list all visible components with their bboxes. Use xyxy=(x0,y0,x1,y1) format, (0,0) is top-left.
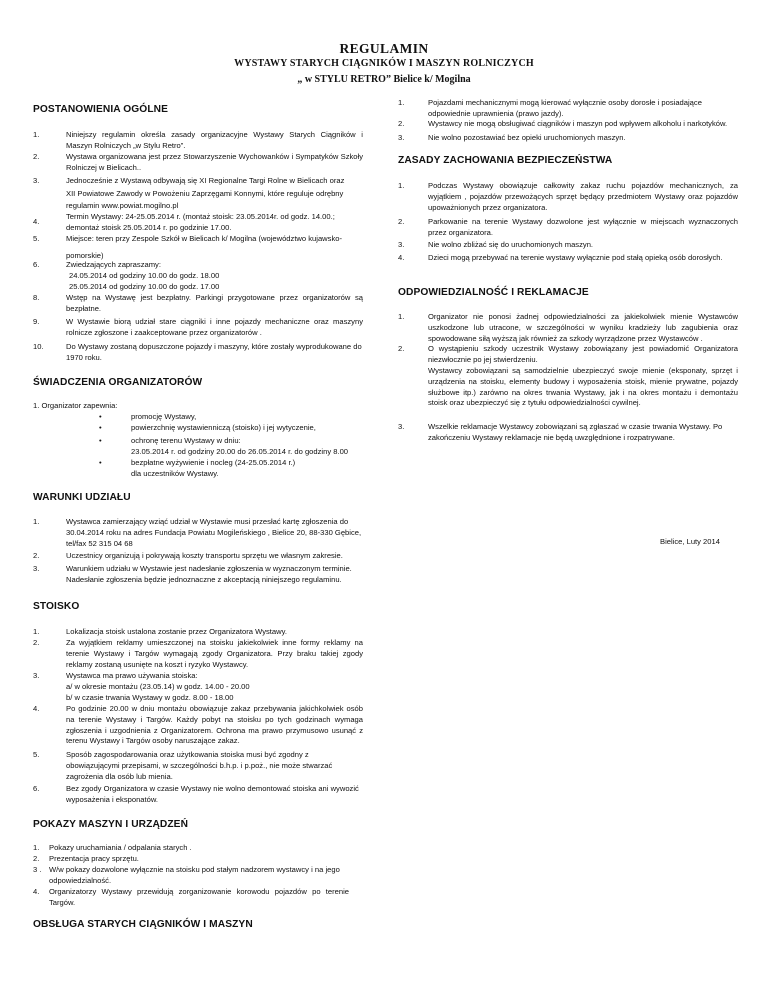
list-item xyxy=(33,784,363,806)
item-text: Prezentacja pracy sprzętu. xyxy=(49,854,139,863)
item-text: Wystawca ma prawo używania stoiska: xyxy=(66,671,198,680)
list-item xyxy=(33,176,363,188)
item-number: 1. xyxy=(398,181,405,190)
list-item xyxy=(33,750,363,783)
benefit-item: ochronę terenu Wystawy w dniu: xyxy=(131,436,241,445)
list-item xyxy=(33,551,363,563)
section-heading-obsluga: OBSŁUGA STARYCH CIĄGNIKÓW I MASZYN xyxy=(33,919,253,930)
item-number: 3. xyxy=(33,564,40,573)
list-item xyxy=(33,317,363,339)
section-heading-warunki: WARUNKI UDZIAŁU xyxy=(33,492,131,503)
item-text: Niniejszy regulamin określa zasady organizacyjne Wystawy Starych Ciągników i Maszyn Rolniczych „w Stylu Retro”. xyxy=(66,130,363,150)
item-text: Za wyjątkiem reklamy umieszczonej na stoisku jakiekolwiek inne formy reklamy na terenie Wystawy i Targów wymagają zgody Organizatora. Przy braku takiej zgody reklamy zostaną usunięte na koszt i ryzyko Wystawcy. xyxy=(66,638,363,669)
item-number: 4. xyxy=(398,253,405,262)
bullet: • xyxy=(99,436,102,445)
item-number: 1. xyxy=(33,843,40,852)
item-number: 5. xyxy=(33,234,40,243)
list-item xyxy=(398,217,738,239)
item-number: 2. xyxy=(33,854,40,863)
item-number: 9. xyxy=(33,317,40,326)
item-text: Wstęp na Wystawę jest bezpłatny. Parkingi przygotowane przez organizatorów są bezpłatne. xyxy=(66,293,363,313)
item-text: O wystąpieniu szkody uczestnik Wystawy zobowiązany jest powiadomić Organizatora niezwłocznie po jej stwierdzeniu. xyxy=(428,344,738,364)
list-item xyxy=(398,422,738,455)
item-number: 10. xyxy=(33,342,44,351)
section-heading-swiadczenia: ŚWIADCZENIA ORGANIZATORÓW xyxy=(33,377,203,388)
item-text: W/w pokazy dozwolone wyłącznie na stoisku pod stałym nadzorem wystawcy i na jego odpowiedzialność. xyxy=(49,865,340,885)
list-item xyxy=(33,152,363,174)
list-item xyxy=(398,181,738,214)
item-text: Pokazy uruchamiania / odpalania starych . xyxy=(49,843,192,852)
item-number: 2. xyxy=(398,217,405,226)
item-number: 1. xyxy=(33,517,40,526)
item-text: Nie wolno zbliżać się do uruchomionych maszyn. xyxy=(428,240,594,249)
item-text: Jednocześnie z Wystawą odbywają się XI Regionalne Targi Rolne w Bielicach oraz xyxy=(66,176,345,185)
item-text: Wystawcy zobowiązani są samodzielnie ubezpieczyć swoje mienie (eksponaty, sprzęt i urządzenia na stoisku, elementy budowy i wyposażenia stoisk, mienie prywatne, pojazdy służbowe itp.) zarówno na okres trwania Wystawy, jak i na okres montażu i demontażu stoisk oraz ubezpieczyć się z tytułu odpowiedzialności cywilnej. xyxy=(428,366,738,408)
swiadczenia-intro: 1. Organizator zapewnia: xyxy=(33,401,118,410)
list-item xyxy=(398,312,738,345)
benefit-item: dla uczestników Wystawy. xyxy=(131,469,219,478)
item-text: Nie wolno pozostawiać bez opieki uruchomionych maszyn. xyxy=(428,133,626,142)
place-and-date: Bielice, Luty 2014 xyxy=(660,537,720,546)
item-number: 3. xyxy=(398,422,405,431)
stand-usage-period: a/ w okresie montażu (23.05.14) w godz. 14.00 - 20.00 xyxy=(66,682,250,691)
item-text: Organizatorzy Wystawy przewidują zorganizowanie korowodu pojazdów po terenie Targów. xyxy=(49,887,349,907)
list-item xyxy=(398,253,738,275)
item-number: 4. xyxy=(33,887,40,896)
section-heading-postanowienia: POSTANOWIENIA OGÓLNE xyxy=(33,104,169,115)
list-item xyxy=(398,119,738,131)
list-item xyxy=(33,342,363,364)
item-number: 4. xyxy=(33,217,40,226)
list-item xyxy=(398,240,738,252)
item-number: 8. xyxy=(33,293,40,302)
item-text: Wystawca zamierzający wziąć udział w Wystawie musi przesłać kartę zgłoszenia do 30.04.2014 roku na adres Fundacja Powiatu Mogileńskiego , Bielice 20, 88-330 Gębice, tel/fax 52 315 04 68 xyxy=(66,517,362,548)
list-item xyxy=(398,98,738,120)
list-item xyxy=(33,293,363,315)
section-heading-bezpieczenstwo: ZASADY ZACHOWANIA BEZPIECZEŃSTWA xyxy=(398,155,613,166)
item-number: 2. xyxy=(398,119,405,128)
item-text: Po godzinie 20.00 w dniu montażu obowiązuje zakaz przebywania jakichkolwiek osób na terenie Wystawy i Targów. Każdy pobyt na stoisku po tych godzinach wymaga zgłoszenia i uzgodnienia z Organizatorem. Ochrona ma prawo przymusowo usunąć z terenu Wystawy i Targów osoby naruszające zakaz. xyxy=(66,704,363,746)
item-text: W Wystawie biorą udział stare ciągniki i inne pojazdy mechaniczne oraz maszyny rolnicze zgłoszone i zaakceptowane przez organizatorów . xyxy=(66,317,363,337)
event-name: „ w STYLU RETRO” Bielice k/ Mogilna xyxy=(297,74,471,85)
document-subtitle: WYSTAWY STARYCH CIĄGNIKÓW I MASZYN ROLNICZYCH xyxy=(234,58,534,69)
benefit-item: powierzchnię wystawienniczą (stoisko) i jej wytyczenie, xyxy=(131,423,316,432)
list-item xyxy=(33,517,363,551)
item-text: Wszelkie reklamacje Wystawcy zobowiązani są zgłaszać w czasie trwania Wystawy. Po zakończeniu Wystawy reklamacje nie będą uwzględnione i rozpatrywane. xyxy=(428,422,723,442)
item-text: Zwiedzających zapraszamy: xyxy=(66,260,161,269)
list-item xyxy=(398,344,738,366)
item-number: 6. xyxy=(33,784,40,793)
list-item xyxy=(33,865,363,887)
list-item xyxy=(33,887,363,909)
item-number: 2. xyxy=(398,344,405,353)
benefit-item: promocję Wystawy, xyxy=(131,412,197,421)
item-number: 1. xyxy=(33,627,40,636)
bullet: • xyxy=(99,423,102,432)
visiting-hours: 24.05.2014 od godziny 10.00 do godz. 18.00 xyxy=(69,271,220,280)
item-number: 1. xyxy=(398,98,405,107)
item-text: Lokalizacja stoisk ustalona zostanie przez Organizatora Wystawy. xyxy=(66,627,287,636)
item-text: Bez zgody Organizatora w czasie Wystawy nie wolno demontować stoiska ani wywozić wyposażenia i eksponatów. xyxy=(66,784,359,804)
list-item xyxy=(398,133,738,145)
item-text: Organizator nie ponosi żadnej odpowiedzialności za jakiekolwiek mienie Wystawców uszkodzone lub utracone, w szczególności w wyniku kradzieży lub zagubienia oraz spowodowane siłą wyższą jak również za szkody wyrządzone przez Wystawców . xyxy=(428,312,738,343)
item-number: 3. xyxy=(398,240,405,249)
item-text: Pojazdami mechanicznymi mogą kierować wyłącznie osoby dorosłe i posiadające odpowiednie uprawnienia (prawo jazdy). xyxy=(428,98,702,118)
item-text: Uczestnicy organizują i pokrywają koszty transportu sprzętu we własnym zakresie. xyxy=(66,551,343,560)
item-text: Dzieci mogą przebywać na terenie wystawy wyłącznie pod stałą opieką osób dorosłych. xyxy=(428,253,723,262)
list-item xyxy=(33,130,363,152)
item-text: Wystawa organizowana jest przez Stowarzyszenie Wychowanków i Sympatyków Szkoły Rolniczej w Bielicach.. xyxy=(66,152,363,172)
item-text: Wystawcy nie mogą obsługiwać ciągników i maszyn pod wpływem alkoholu i narkotyków. xyxy=(428,119,728,128)
item-number: 2. xyxy=(33,152,40,161)
item-text: Termin Wystawy: 24-25.05.2014 r. (montaż stoisk: 23.05.2014r. od godz. 14.00.; demontaż stoisk 25.05.2014 r. po godzinie 17.00. xyxy=(66,212,335,232)
item-text: Sposób zagospodarowania oraz użytkowania stoiska musi być zgodny z obowiązującymi przepisami, w szczególności b.h.p. i p.poż., nie może stwarzać zagrożenia dla osób lub mienia. xyxy=(66,750,333,781)
item-number: 3. xyxy=(398,133,405,142)
list-item xyxy=(398,366,738,422)
item-text: Do Wystawy zostaną dopuszczone pojazdy i maszyny, które zostały wyprodukowane do 1970 roku. xyxy=(66,342,362,362)
section-heading-stoisko: STOISKO xyxy=(33,601,80,612)
item-number: 4. xyxy=(33,704,40,713)
item-number: 3. xyxy=(33,671,40,680)
item-text: Warunkiem udziału w Wystawie jest nadesłanie zgłoszenia w wyznaczonym terminie. Nadesłanie zgłoszenia będzie jednoznaczne z akceptacją niniejszego regulaminu. xyxy=(66,564,352,584)
list-item xyxy=(33,234,363,260)
list-item xyxy=(33,704,363,749)
item-number: 2. xyxy=(33,638,40,647)
visiting-hours: 25.05.2014 od godziny 10.00 do godz. 17.00 xyxy=(69,282,220,291)
document-title: REGULAMIN xyxy=(339,41,429,56)
benefit-item: bezpłatne wyżywienie i nocleg (24-25.05.2014 r.) xyxy=(131,458,296,467)
bullet: • xyxy=(99,412,102,421)
bullet: • xyxy=(99,458,102,467)
section-heading-odpowiedzialnosc: ODPOWIEDZIALNOŚĆ I REKLAMACJE xyxy=(398,287,589,298)
list-item xyxy=(33,638,363,671)
benefit-item: 23.05.2014 r. od godziny 20.00 do 26.05.2014 r. do godziny 8.00 xyxy=(131,447,349,456)
list-item xyxy=(33,564,363,586)
item-text-continued: XII Powiatowe Zawody w Powożeniu Zaprzęgami Konnymi, które reguluje odrębny xyxy=(66,189,344,198)
item-number: 1. xyxy=(398,312,405,321)
item-number: 3. xyxy=(33,176,40,185)
item-text: Podczas Wystawy obowiązuje całkowity zakaz ruchu pojazdów mechanicznych, za wyjątkiem , pojazdów przewożących sprzęt będący przedmiotem Wystawy oraz pojazdów upoważnionych przez organizatora. xyxy=(428,181,738,212)
item-text-continued: regulamin www.powiat.mogilno.pl xyxy=(66,201,179,210)
item-number: 6. xyxy=(33,260,40,269)
item-number: 3 . xyxy=(33,865,42,874)
item-text: Miejsce: teren przy Zespole Szkół w Bielicach k/ Mogilna (województwo kujawsko-pomorskie) xyxy=(66,234,343,260)
item-number: 1. xyxy=(33,130,40,139)
stand-usage-period: b/ w czasie trwania Wystawy w godz. 8.00 - 18.00 xyxy=(66,693,234,702)
section-heading-pokazy: POKAZY MASZYN I URZĄDZEŃ xyxy=(33,819,189,830)
item-number: 2. xyxy=(33,551,40,560)
item-text: Parkowanie na terenie Wystawy dozwolone jest wyłącznie w miejscach wyznaczonych przez organizatora. xyxy=(428,217,738,237)
item-number: 5. xyxy=(33,750,40,759)
